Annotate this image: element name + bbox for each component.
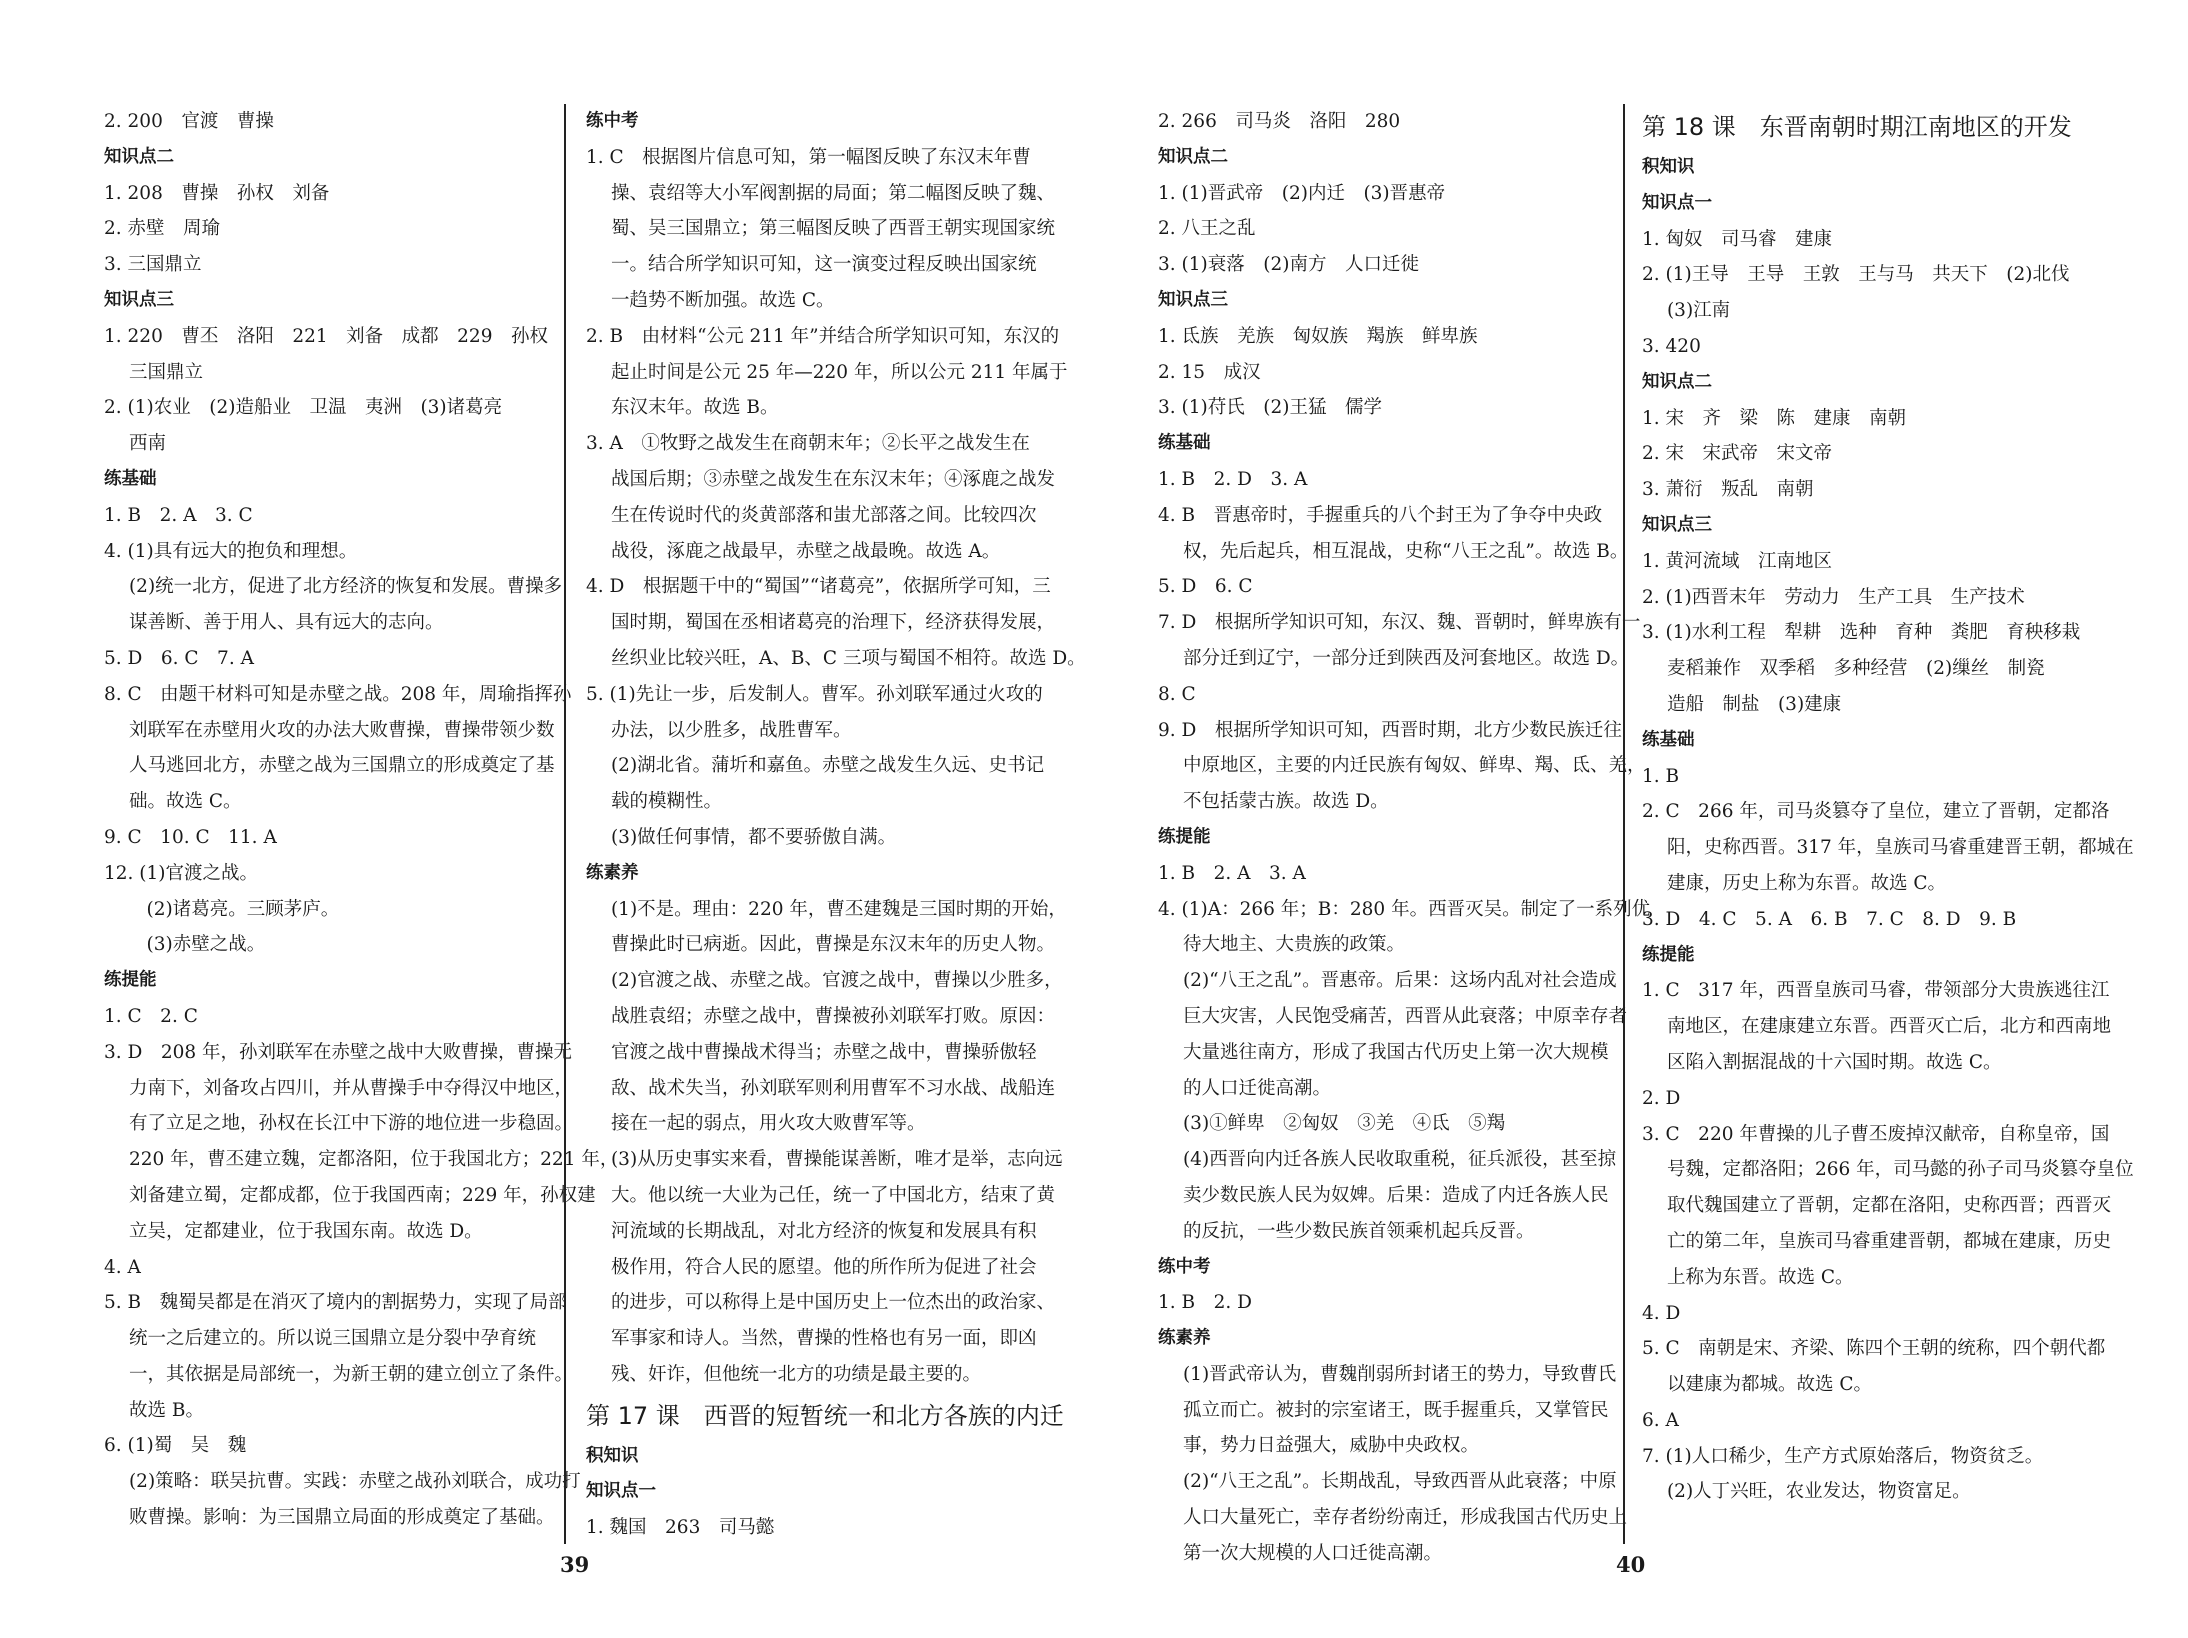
answer-line: (3)①鲜卑 ②匈奴 ③羌 ④氐 ⑤羯 (1182, 1113, 1506, 1135)
answer-line: (2)“八王之乱”。晋惠帝。后果：这场内乱对社会造成 (1182, 970, 1617, 992)
page-number-left: 39 (560, 1552, 590, 1577)
answer-line: 1. B 2. D 3. A (1158, 468, 1308, 490)
right-page (1094, 0, 2188, 1638)
answer-line: 大量逃往南方，形成了我国古代历史上第一次大规模 (1182, 1041, 1609, 1063)
answer-line: 取代魏国建立了晋朝，定都在洛阳，史称西晋；西晋灭 (1666, 1195, 2111, 1217)
answer-line: 4. A (104, 1256, 141, 1278)
answer-line: 8. C 由题干材料可知是赤壁之战。208 年，周瑜指挥孙 (104, 683, 572, 705)
answer-line: 3. 萧衍 叛乱 南朝 (1642, 479, 1814, 501)
answer-line: 2. C 266 年，司马炎篡夺了皇位，建立了晋朝，定都洛 (1642, 801, 2110, 823)
answer-line: 操、袁绍等大小军阀割据的局面；第二幅图反映了魏、 (610, 182, 1055, 204)
section-heading: 练提能 (1158, 826, 1211, 847)
answer-line: 阳，史称西晋。317 年，皇族司马睿重建晋王朝，都城在 (1666, 837, 2134, 859)
left-page-column-2 (586, 104, 1086, 1546)
right-page-column-2 (1642, 104, 2134, 1510)
answer-line: (1)晋武帝认为，曹魏削弱所封诸王的势力，导致曹氏 (1182, 1363, 1617, 1385)
answer-line: 础。故选 C。 (128, 791, 242, 813)
answer-line: 的进步，可以称得上是中国历史上一位杰出的政治家、 (610, 1292, 1055, 1314)
section-heading: 知识点二 (1158, 146, 1228, 167)
section-heading: 知识点三 (104, 289, 174, 310)
answer-line: 国时期，蜀国在丞相诸葛亮的治理下，经济获得发展， (610, 612, 1055, 634)
section-heading: 知识点一 (1642, 192, 1712, 213)
section-heading: 积知识 (1642, 157, 1695, 177)
answer-line: 1. (1)晋武帝 (2)内迁 (3)晋惠帝 (1158, 182, 1446, 204)
answer-line: 事，势力日益强大，威胁中央政权。 (1182, 1435, 1479, 1457)
answer-line: 4. (1)A：266 年；B：280 年。西晋灭吴。制定了一系列优 (1158, 898, 1651, 920)
answer-line: 一趋势不断加强。故选 C。 (610, 289, 835, 311)
answer-line: 2. 宋 宋武帝 宋文帝 (1642, 443, 1833, 465)
section-heading: 练中考 (1158, 1256, 1211, 1277)
section-heading: 积知识 (586, 1445, 639, 1466)
answer-line: 极作用，符合人民的愿望。他的所作所为促进了社会 (610, 1256, 1037, 1278)
section-heading: 知识点二 (104, 146, 174, 167)
answer-line: 3. A ①牧野之战发生在商朝末年；②长平之战发生在 (586, 433, 1030, 455)
answer-line: 战役，涿鹿之战最早，赤壁之战最晚。故选 A。 (610, 540, 1001, 562)
answer-line: 1. 魏国 263 司马懿 (586, 1517, 775, 1539)
answer-line: 4. D 根据题干中的“蜀国”“诸葛亮”，依据所学可知，三 (586, 576, 1051, 598)
answer-line: 部分迁到辽宁，一部分迁到陕西及河套地区。故选 D。 (1182, 647, 1630, 669)
answer-line: 3. D 4. C 5. A 6. B 7. C 8. D 9. B (1642, 908, 2017, 930)
answer-line: 3. 420 (1642, 335, 1701, 357)
answer-line: 权，先后起兵，相互混战，史称“八王之乱”。故选 B。 (1182, 540, 1629, 562)
answer-line: 中原地区，主要的内迁民族有匈奴、鲜卑、羯、氐、羌， (1182, 755, 1646, 777)
answer-line: 7. (1)人口稀少，生产方式原始落后，物资贫乏。 (1642, 1445, 2044, 1467)
answer-line: 5. C 南朝是宋、齐梁、陈四个王朝的统称，四个朝代都 (1642, 1338, 2106, 1360)
answer-line: (2)统一北方，促进了北方经济的恢复和发展。曹操多 (128, 576, 563, 598)
answer-line: 三国鼎立 (128, 361, 203, 383)
answer-line: 2. B 由材料“公元 211 年”并结合所学知识可知，东汉的 (586, 325, 1060, 347)
answer-line: 1. 氐族 羌族 匈奴族 羯族 鲜卑族 (1158, 325, 1478, 347)
answer-line: 西南 (128, 433, 166, 455)
answer-line: 1. C 根据图片信息可知，第一幅图反映了东汉末年曹 (586, 146, 1031, 168)
answer-line: 区陷入割据混战的十六国时期。故选 C。 (1666, 1051, 2002, 1073)
answer-line: 谋善断、善于用人、具有远大的志向。 (128, 612, 444, 634)
answer-line: 统一之后建立的。所以说三国鼎立是分裂中孕育统 (128, 1328, 536, 1350)
answer-line: (3)赤壁之战。 (146, 934, 266, 956)
answer-line: 220 年，曹丕建立魏，定都洛阳，位于我国北方；221 年， (128, 1149, 619, 1171)
answer-line: 接在一起的弱点，用火攻大败曹军等。 (610, 1113, 926, 1135)
answer-line: 3. (1)苻氏 (2)王猛 儒学 (1158, 397, 1382, 419)
answer-line: 2. 200 官渡 曹操 (104, 111, 274, 132)
answer-line: 1. 宋 齐 梁 陈 建康 南朝 (1642, 407, 1907, 429)
section-heading: 练提能 (1642, 944, 1695, 965)
answer-line: 人马逃回北方，赤壁之战为三国鼎立的形成奠定了基 (128, 755, 555, 777)
answer-line: 2. 赤壁 周瑜 (104, 218, 221, 240)
section-heading: 知识点二 (1642, 371, 1712, 392)
answer-line: 敌、战术失当，孙刘联军则利用曹军不习水战、战船连 (610, 1077, 1055, 1099)
answer-line: 12. (1)官渡之战。 (104, 862, 259, 884)
answer-line: 2. 15 成汉 (1158, 361, 1261, 383)
answer-line: 起止时间是公元 25 年—220 年，所以公元 211 年属于 (610, 361, 1068, 383)
section-heading: 练中考 (586, 111, 639, 131)
answer-line: 2. (1)西晋末年 劳动力 生产工具 生产技术 (1642, 586, 2025, 608)
answer-line: (3)江南 (1666, 300, 1731, 322)
answer-line: 9. D 根据所学知识可知，西晋时期，北方少数民族迁往 (1158, 719, 1622, 741)
answer-line: 1. B 2. A 3. A (1158, 862, 1306, 884)
answer-line: (1)不是。理由：220 年，曹丕建魏是三国时期的开始， (610, 898, 1067, 920)
answer-line: 官渡之战中曹操战术得当；赤壁之战中，曹操骄傲轻 (610, 1041, 1037, 1063)
answer-line: 1. C 2. C (104, 1005, 198, 1027)
answer-line: 有了立足之地，孙权在长江中下游的地位进一步稳固。 (128, 1113, 573, 1135)
answer-line: 2. 266 司马炎 洛阳 280 (1158, 111, 1401, 132)
answer-line: 亡的第二年，皇族司马睿重建晋朝，都城在建康，历史 (1666, 1230, 2111, 1252)
answer-line: 立吴，定都建业，位于我国东南。故选 D。 (128, 1220, 483, 1242)
answer-line: 河流域的长期战乱，对北方经济的恢复和发展具有积 (610, 1220, 1037, 1242)
answer-line: 造船 制盐 (3)建康 (1666, 693, 1842, 715)
answer-line: (2)诸葛亮。三顾茅庐。 (146, 898, 340, 920)
answer-line: 3. D 208 年，孙刘联军在赤壁之战中大败曹操，曹操无 (104, 1041, 573, 1063)
answer-line: 2. D (1642, 1087, 1681, 1109)
answer-line: 南地区，在建康建立东晋。西晋灭亡后，北方和西南地 (1666, 1016, 2111, 1038)
answer-line: 6. A (1642, 1409, 1679, 1431)
answer-line: 1. 匈奴 司马睿 建康 (1642, 228, 1833, 250)
answer-line: 一，其依据是局部统一，为新王朝的建立创立了条件。 (128, 1363, 573, 1385)
answer-line: 不包括蒙古族。故选 D。 (1182, 791, 1389, 813)
answer-line: 1. B (1642, 765, 1680, 787)
answer-line: 2. (1)王导 王导 王敦 王与马 共天下 (2)北伐 (1642, 264, 2070, 286)
answer-line: 5. (1)先让一步，后发制人。曹军。孙刘联军通过火攻的 (586, 683, 1043, 705)
answer-line: 生在传说时代的炎黄部落和蚩尤部落之间。比较四次 (610, 504, 1037, 526)
answer-line: 东汉末年。故选 B。 (610, 397, 779, 419)
answer-line: 6. (1)蜀 吴 魏 (104, 1435, 247, 1457)
answer-line: 巨大灾害，人民饱受痛苦，西晋从此衰落；中原幸存者 (1182, 1005, 1627, 1027)
answer-line: (4)西晋向内迁各族人民收取重税，征兵派役，甚至掠 (1182, 1149, 1617, 1171)
answer-line: (2)官渡之战、赤壁之战。官渡之战中，曹操以少胜多， (610, 970, 1063, 992)
answer-line: 3. 三国鼎立 (104, 254, 202, 276)
answer-line: (3)从历史事实来看，曹操能谋善断，唯才是举，志向远 (610, 1149, 1063, 1171)
section-heading: 知识点三 (1158, 289, 1228, 310)
answer-line: 大。他以统一大业为己任，统一了中国北方，结束了黄 (610, 1184, 1055, 1206)
answer-line: 上称为东晋。故选 C。 (1666, 1266, 1854, 1288)
answer-line: 力南下，刘备攻占四川，并从曹操手中夺得汉中地区， (128, 1077, 573, 1099)
answer-line: (2)人丁兴旺，农业发达，物资富足。 (1666, 1481, 1971, 1503)
section-heading: 知识点一 (586, 1481, 656, 1502)
answer-line: 蜀、吴三国鼎立；第三幅图反映了西晋王朝实现国家统 (610, 218, 1055, 240)
section-heading: 练基础 (104, 468, 157, 489)
answer-line: 7. D 根据所学知识可知，东汉、魏、晋朝时，鲜卑族有一 (1158, 612, 1641, 634)
answer-line: 败曹操。影响：为三国鼎立局面的形成奠定了基础。 (128, 1507, 555, 1529)
answer-line: 刘联军在赤壁用火攻的办法大败曹操，曹操带领少数 (128, 719, 555, 741)
answer-line: 4. (1)具有远大的抱负和理想。 (104, 540, 358, 562)
answer-line: 1. B 2. D (1158, 1292, 1252, 1314)
answer-line: 战胜袁绍；赤壁之战中，曹操被孙刘联军打败。原因： (610, 1005, 1055, 1027)
answer-line: 3. C 220 年曹操的儿子曹丕废掉汉献帝，自称皇帝，国 (1642, 1123, 2110, 1145)
answer-line: 建康，历史上称为东晋。故选 C。 (1666, 872, 1947, 894)
section-heading: 知识点三 (1642, 514, 1712, 535)
answer-line: 军事家和诗人。当然，曹操的性格也有另一面，即凶 (610, 1328, 1037, 1350)
answer-line: 3. (1)衰落 (2)南方 人口迁徙 (1158, 254, 1419, 276)
answer-line: 残、奸诈，但他统一北方的功绩是最主要的。 (610, 1363, 981, 1385)
answer-line: 2. 八王之乱 (1158, 218, 1256, 240)
section-heading: 练基础 (1642, 729, 1695, 750)
page-number-right: 40 (1616, 1552, 1646, 1577)
answer-line: 故选 B。 (128, 1399, 204, 1421)
answer-line: 战国后期；③赤壁之战发生在东汉末年；④涿鹿之战发 (610, 468, 1055, 490)
answer-line: 1. C 317 年，西晋皇族司马睿，带领部分大贵族逃往江 (1642, 980, 2110, 1002)
answer-line: (2)策略：联吴抗曹。实践：赤壁之战孙刘联合，成功打 (128, 1471, 581, 1493)
answer-line: 8. C (1158, 683, 1196, 705)
answer-line: 刘备建立蜀，定都成都，位于我国西南；229 年，孙权建 (128, 1184, 596, 1206)
answer-line: 载的模糊性。 (610, 791, 722, 813)
answer-line: 4. D (1642, 1302, 1681, 1324)
answer-line: 丝织业比较兴旺，A、B、C 三项与蜀国不相符。故选 D。 (610, 647, 1086, 669)
answer-line: 办法，以少胜多，战胜曹军。 (610, 719, 852, 741)
answer-line: 5. D 6. C (1158, 576, 1253, 598)
section-heading: 练基础 (1158, 433, 1211, 454)
answer-line: 的人口迁徙高潮。 (1182, 1077, 1331, 1099)
answer-line: (2)“八王之乱”。长期战乱，导致西晋从此衰落；中原 (1182, 1471, 1617, 1493)
section-heading: 练素养 (586, 862, 639, 883)
column-divider (1623, 104, 1625, 1544)
answer-line: 一。结合所学知识可知，这一演变过程反映出国家统 (610, 254, 1037, 276)
answer-line: 1. B 2. A 3. C (104, 504, 253, 526)
section-heading: 练素养 (1158, 1328, 1211, 1349)
answer-line: 1. 208 曹操 孙权 刘备 (104, 182, 330, 204)
answer-line: 9. C 10. C 11. A (104, 826, 277, 848)
column-divider (564, 104, 566, 1544)
section-heading: 练提能 (104, 970, 157, 991)
answer-line: 4. B 晋惠帝时，手握重兵的八个封王为了争夺中央政 (1158, 504, 1603, 526)
answer-line: (3)做任何事情，都不要骄傲自满。 (610, 826, 897, 848)
answer-line: 待大地主、大贵族的政策。 (1182, 934, 1405, 956)
answer-line: 1. 黄河流域 江南地区 (1642, 550, 1833, 572)
answer-line: 号魏，定都洛阳；266 年，司马懿的孙子司马炎篡夺皇位 (1666, 1159, 2134, 1181)
answer-line: 的反抗，一些少数民族首领乘机起兵反晋。 (1182, 1220, 1535, 1242)
answer-line: 2. (1)农业 (2)造船业 卫温 夷洲 (3)诸葛亮 (104, 397, 503, 419)
answer-line: 第一次大规模的人口迁徙高潮。 (1182, 1542, 1442, 1564)
answer-line: 人口大量死亡，幸存者纷纷南迁，形成我国古代历史上 (1182, 1507, 1627, 1529)
answer-line: 5. B 魏蜀吴都是在消灭了境内的割据势力，实现了局部 (104, 1292, 567, 1314)
answer-line: 卖少数民族人民为奴婢。后果：造成了内迁各族人民 (1182, 1184, 1609, 1206)
lesson-title: 第 17 课 西晋的短暂统一和北方各族的内迁 (586, 1401, 1064, 1430)
lesson-title: 第 18 课 东晋南朝时期江南地区的开发 (1642, 113, 2072, 141)
answer-line: 曹操此时已病逝。因此，曹操是东汉末年的历史人物。 (610, 934, 1055, 956)
answer-line: (2)湖北省。蒲圻和嘉鱼。赤壁之战发生久远、史书记 (610, 755, 1045, 777)
answer-line: 以建康为都城。故选 C。 (1666, 1374, 1873, 1396)
answer-line: 5. D 6. C 7. A (104, 647, 254, 669)
answer-line: 1. 220 曹丕 洛阳 221 刘备 成都 229 孙权 (104, 325, 548, 347)
answer-line: 3. (1)水利工程 犁耕 选种 育种 粪肥 育秧移栽 (1642, 622, 2081, 644)
answer-line: 孤立而亡。被封的宗室诸王，既手握重兵，又掌管民 (1182, 1399, 1609, 1421)
answer-line: 麦稻兼作 双季稻 多种经营 (2)缫丝 制瓷 (1666, 658, 2045, 680)
